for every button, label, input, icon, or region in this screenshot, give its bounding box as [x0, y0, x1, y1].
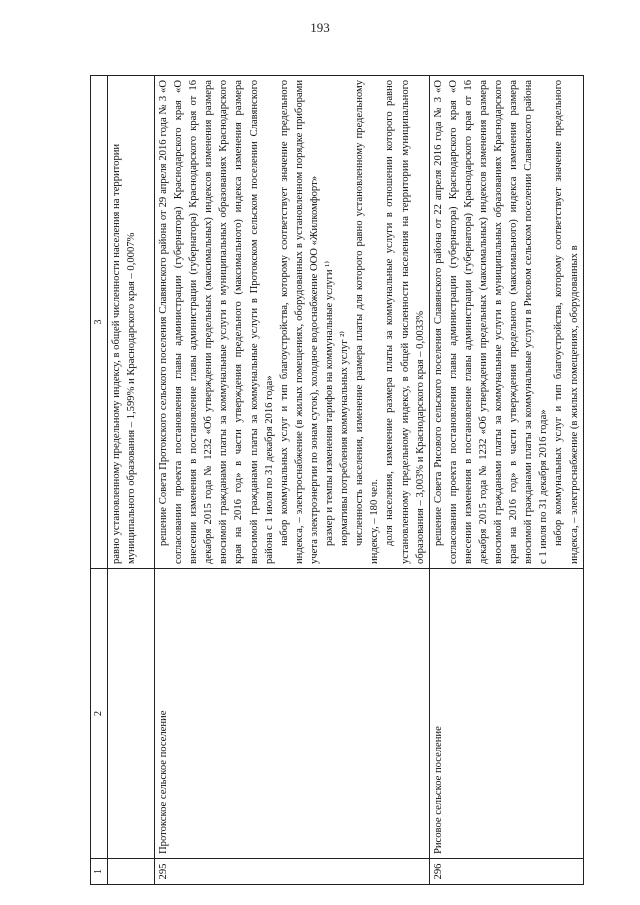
row-number: 296	[429, 859, 583, 885]
settlement-name: Протокское сельское поселение	[155, 569, 430, 859]
row-295-para-1: решение Совета Протокского сельского поселения Славянского района от 29 апреля 2016 года № 3 «О согласовании проекта постановления главы администрации (губернатора) Краснодарского края «О внесении изменения в постановление главы администрации (губернатора) Краснодарского края от 16 декабря 2015 года № 1232 «Об утверждении предельных (максимальных) индексов изменения размера вносимой гражданами платы за коммунальные услуги в муниципальных образованиях Краснодарского края на 2016 год» в части утверждения предельного (максимального) индекса изменения размера вносимой гражданами платы за коммунальные услуги в Протокском сельском поселении Славянского района с 1 июля по 31 декабря 2016 года»	[158, 80, 275, 564]
row-295-para-6: доля населения, изменение размера платы за коммунальные услуги в отношении которого равно установленному предельному индексу, в общей численности населения на территории муниципального образования – 3,003% и Краснодарского края – 0,0033%	[384, 80, 426, 564]
settlement-name: Рисовое сельское поселение	[429, 569, 583, 859]
row-296-para-1: решение Совета Рисового сельского поселения Славянского района от 22 апреля 2016 года № 3 «О согласовании проекта постановления главы администрации (губернатора) Краснодарского края «О внесении изменения в постановление главы администрации (губернатора) Краснодарского края от 16 декабря 2015 года № 1232 «Об утверждении предельных (максимальных) индексов изменения размера вносимой гражданами платы за коммунальные услуги в муниципальных образованиях Краснодарского края на 2016 год» в части утверждения предельного (максимального) индекса изменения размера вносимой гражданами платы за коммунальные услуги в Рисовом сельском поселении Славянского района с 1 июля по 31 декабря 2016 года»	[432, 80, 550, 564]
header-cell-1: 1	[91, 859, 108, 885]
continuation-num-cell	[108, 859, 155, 885]
table-row-295	[155, 76, 430, 885]
continuation-line-2: муниципального образования – 1,599% и Краснодарского края – 0,0007%	[126, 232, 138, 564]
continuation-text-cell	[108, 76, 155, 569]
table-row-296	[429, 76, 583, 885]
header-row	[91, 76, 108, 885]
row-details	[155, 76, 430, 569]
header-cell-2: 2	[91, 569, 108, 859]
row-295-para-2: набор коммунальных услуг и тип благоустройства, которому соответствует значение предельного индекса, – электроснабжение (в жилых помещениях, оборудованных в установленном порядке приборами учета электроэнергии по зонам суток), холодное водоснабжение ООО «Жилкомфорт»	[278, 80, 320, 564]
register-table	[90, 75, 584, 885]
row-295-para-5: численность населения, изменение размера платы для которого равно установленному предельному индексу, – 180 чел.	[354, 80, 381, 564]
continuation-row	[108, 76, 155, 885]
header-cell-3: 3	[91, 76, 108, 569]
row-number: 295	[155, 859, 430, 885]
continuation-line-1: равно установленному предельному индексу, в общей численности населения на территории	[111, 143, 122, 564]
row-296-para-2: набор коммунальных услуг и тип благоустройства, которому соответствует значение предельного индекса, – электроснабжение (в жилых помещениях, оборудованных в	[553, 80, 580, 564]
page-number: 193	[310, 20, 330, 35]
row-295-para-3: размер и темпы изменения тарифов на коммунальные услуги ¹⁾	[324, 261, 336, 546]
landscape-sheet	[90, 75, 610, 885]
continuation-name-cell	[108, 569, 155, 859]
row-details	[429, 76, 583, 569]
row-295-para-4: нормативы потребления коммунальных услуг ²⁾	[339, 331, 351, 546]
